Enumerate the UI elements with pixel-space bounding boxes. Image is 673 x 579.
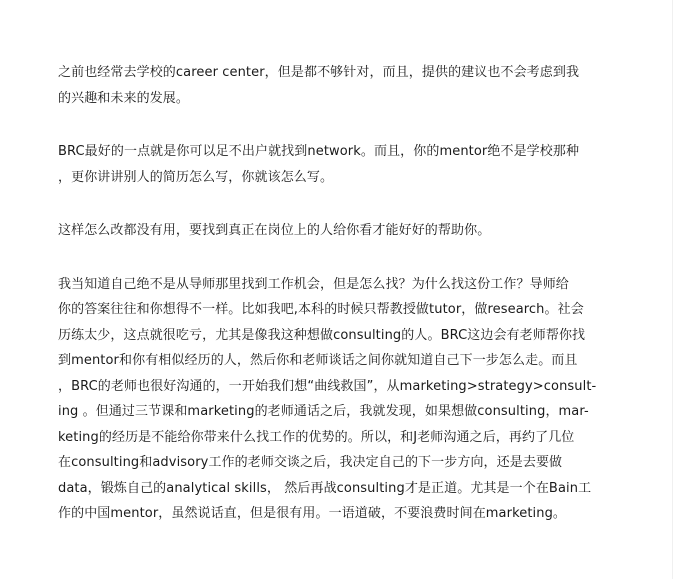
paragraph-line: ，更你讲讲别人的简历怎么写，你就该怎么写。 [58,169,334,185]
paragraph-line: keting的经历是不能给你带来什么找工作的优势的。所以，和J老师沟通之后，再约了几位 [58,429,575,445]
paragraph-line: 我当知道自己绝不是从导师那里找到工作机会，但是怎么找？为什么找这份工作？导师给 [58,276,569,292]
paragraph-line: 这样怎么改都没有用，要找到真正在岗位上的人给你看才能好好的帮助你。 [58,223,491,238]
paragraph-line: 历练太少，这点就很吃亏，尤其是像我这种想做consulting的人。BRC这边会有老师帮你找 [58,327,586,343]
paragraph-brc-network [58,139,624,190]
paragraph-mentor-story [58,272,624,527]
paragraph-line: ，BRC的老师也很好沟通的，一开始我们想“曲线救国”，从marketing>strategy>consult- [58,378,597,394]
paragraph-line: BRC最好的一点就是你可以足不出户就找到network。而且，你的mentor绝不是学校那种 [58,144,580,159]
paragraph-line: ing 。但通过三节课和marketing的老师通话之后，我就发现，如果想做consulting，mar- [58,404,589,419]
paragraph-career-center [58,60,624,111]
paragraph-line: data，锻炼自己的analytical skills， 然后再战consulting才是正道。尤其是一个在Bain工 [58,480,592,496]
paragraph-line: 的兴趣和未来的发展。 [58,90,190,106]
paragraph-line: 你的答案往往和你想得不一样。比如我吧,本科的时候只帮教授做tutor，做research。社会 [58,302,584,317]
paragraph-line: 之前也经常去学校的career center，但是都不够针对，而且，提供的建议也不会考虑到我 [58,65,580,80]
paragraph-real-help [58,218,624,244]
paragraph-line: 到mentor和你有相似经历的人，然后你和老师谈话之间你就知道自己下一步怎么走。而且 [58,353,578,368]
paragraph-line: 在consulting和advisory工作的老师交谈之后，我决定自己的下一步方向，还是去要做 [58,455,563,470]
document-body [58,60,624,555]
paragraph-line: 作的中国mentor，虽然说话直，但是很有用。一语道破，不要浪费时间在marketing。 [58,506,567,521]
